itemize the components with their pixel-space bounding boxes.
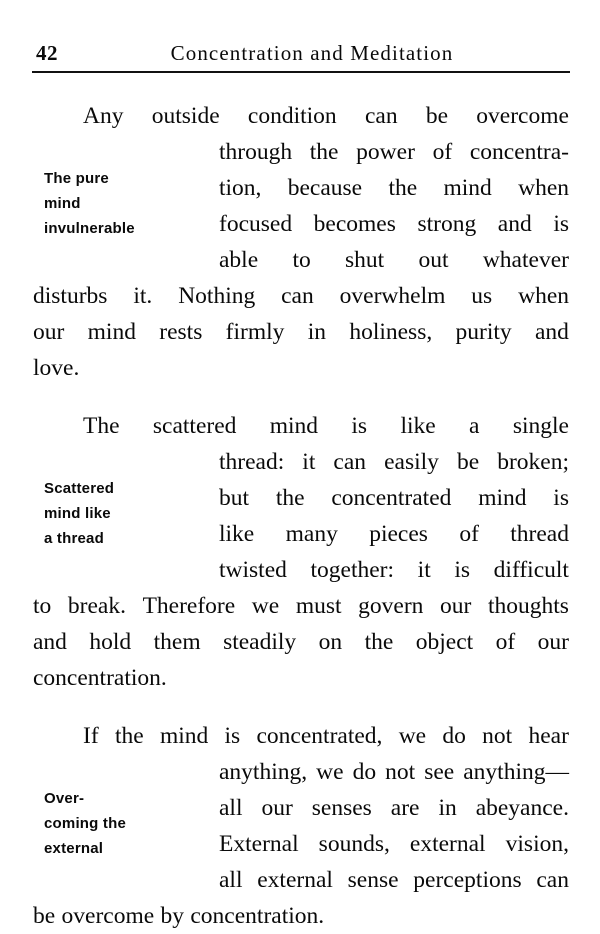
word: we	[316, 759, 344, 785]
running-header	[32, 40, 570, 72]
word: object	[415, 629, 474, 655]
word: by	[160, 903, 185, 929]
text-line	[33, 790, 569, 826]
text-line	[33, 480, 569, 516]
text-line	[33, 206, 569, 242]
word: tion,	[219, 175, 262, 201]
word: focused	[219, 211, 293, 237]
word: firmly	[225, 319, 285, 345]
word: of	[495, 629, 516, 655]
word: do	[442, 723, 466, 749]
word: of	[459, 521, 479, 547]
word: a	[469, 413, 480, 439]
word: us	[471, 283, 493, 309]
word: it.	[133, 283, 153, 309]
word: External	[219, 831, 299, 857]
word: and	[497, 211, 532, 237]
word: and	[534, 319, 569, 345]
word: is	[351, 413, 368, 439]
marginal-note-line: The pure	[44, 170, 109, 187]
word: mind	[87, 319, 136, 345]
word: we	[398, 723, 427, 749]
word: the	[275, 485, 305, 511]
word: thread:	[219, 449, 285, 475]
word: abeyance.	[475, 795, 569, 821]
word: overcome	[476, 103, 569, 129]
word: when	[518, 175, 569, 201]
word: concentration.	[33, 665, 167, 691]
word: out	[418, 247, 449, 273]
word: mind	[478, 485, 527, 511]
word: Therefore	[142, 593, 236, 619]
word: in	[307, 319, 326, 345]
word: break.	[67, 593, 126, 619]
word: and	[33, 629, 67, 655]
word: not	[482, 723, 513, 749]
word: rests	[159, 319, 203, 345]
text-line	[33, 408, 569, 444]
word: senses	[311, 795, 372, 821]
word: mind	[269, 413, 319, 439]
running-title: Concentration and Meditation	[170, 41, 454, 65]
word: power	[356, 139, 415, 165]
word: purity	[455, 319, 512, 345]
word: like	[219, 521, 255, 547]
word: not	[385, 759, 416, 785]
text-line	[33, 242, 569, 278]
text-line	[33, 754, 569, 790]
word: is	[454, 557, 471, 583]
text-line	[33, 552, 569, 588]
word: The	[83, 413, 120, 439]
word: disturbs	[33, 283, 108, 309]
word: is	[553, 211, 569, 237]
word: concentration.	[190, 903, 325, 929]
word: hear	[528, 723, 569, 749]
word: thoughts	[487, 593, 569, 619]
word: concentrated,	[256, 723, 383, 749]
text-line	[33, 862, 569, 898]
word: be	[456, 449, 480, 475]
text-line	[33, 444, 569, 480]
word: it	[302, 449, 316, 475]
word: overwhelm	[339, 283, 446, 309]
text-line	[33, 718, 569, 754]
text-line	[33, 170, 569, 206]
word: is	[553, 485, 569, 511]
word: because	[287, 175, 363, 201]
word: external	[409, 831, 486, 857]
page-number: 42	[36, 41, 58, 65]
word: must	[295, 593, 342, 619]
word: Any	[83, 103, 124, 129]
word: shut	[345, 247, 385, 273]
word: love.	[33, 355, 80, 381]
word: whatever	[482, 247, 569, 273]
word: of	[432, 139, 453, 165]
word: anything,	[219, 759, 308, 785]
word: sense	[347, 867, 399, 893]
word: difficult	[493, 557, 569, 583]
word: when	[518, 283, 569, 309]
word: mind	[159, 723, 209, 749]
word: all	[219, 795, 243, 821]
word: we	[251, 593, 280, 619]
word: are	[390, 795, 420, 821]
word: together:	[310, 557, 395, 583]
marginal-note-line: external	[44, 840, 104, 857]
word: our	[33, 319, 65, 345]
word: outside	[151, 103, 220, 129]
word: Nothing	[178, 283, 256, 309]
word: is	[224, 723, 241, 749]
word: holiness,	[349, 319, 433, 345]
word: strong	[417, 211, 477, 237]
word: can	[536, 867, 569, 893]
word: external	[257, 867, 333, 893]
word: mind	[443, 175, 492, 201]
text-line	[33, 278, 569, 314]
paragraph	[33, 718, 569, 934]
word: scattered	[152, 413, 237, 439]
marginal-note-line: invulnerable	[44, 220, 135, 237]
text-line	[33, 898, 569, 934]
word: be	[425, 103, 449, 129]
marginal-note-line: Scattered	[44, 480, 115, 497]
paragraph	[33, 408, 569, 696]
body-column	[33, 98, 569, 934]
word: hold	[89, 629, 132, 655]
text-line	[33, 826, 569, 862]
word: concentrated	[331, 485, 452, 511]
word: twisted	[219, 557, 287, 583]
word: them	[153, 629, 201, 655]
marginal-note-line: Over-	[44, 790, 85, 807]
word: many	[285, 521, 338, 547]
word: single	[512, 413, 569, 439]
word: the	[114, 723, 144, 749]
word: all	[219, 867, 243, 893]
word: condition	[247, 103, 337, 129]
word: vision,	[505, 831, 569, 857]
word: concentra-	[469, 139, 569, 165]
text-line	[33, 134, 569, 170]
word: see	[424, 759, 455, 785]
word: the	[309, 139, 339, 165]
word: through	[219, 139, 293, 165]
marginal-note-line: mind like	[44, 505, 111, 522]
word: to	[292, 247, 311, 273]
word: becomes	[313, 211, 396, 237]
word: perceptions	[413, 867, 522, 893]
marginal-note-line: mind	[44, 195, 81, 212]
word: the	[364, 629, 394, 655]
word: but	[219, 485, 250, 511]
word: anything—	[463, 759, 569, 785]
word: broken;	[497, 449, 569, 475]
paragraph	[33, 98, 569, 386]
word: our	[440, 593, 472, 619]
word: be	[33, 903, 56, 929]
text-line	[33, 516, 569, 552]
text-line	[33, 98, 569, 134]
word: overcome	[61, 903, 155, 929]
marginal-note-line: a thread	[44, 530, 104, 547]
text-line	[33, 350, 569, 386]
word: in	[438, 795, 457, 821]
text-line	[33, 314, 569, 350]
text-line	[33, 624, 569, 660]
text-line	[33, 660, 569, 696]
word: sounds,	[318, 831, 390, 857]
word: can	[364, 103, 398, 129]
word: able	[219, 247, 259, 273]
word: If	[83, 723, 99, 749]
word: thread	[510, 521, 569, 547]
word: like	[400, 413, 436, 439]
word: our	[261, 795, 293, 821]
header-rule	[32, 71, 570, 73]
word: can	[281, 283, 314, 309]
word: pieces	[369, 521, 428, 547]
marginal-note-line: coming the	[44, 815, 127, 832]
text-line	[33, 588, 569, 624]
word: the	[388, 175, 418, 201]
word: can	[333, 449, 367, 475]
word: steadily	[223, 629, 297, 655]
word: on	[318, 629, 343, 655]
word: do	[352, 759, 377, 785]
word: easily	[384, 449, 439, 475]
word: our	[537, 629, 569, 655]
word: govern	[358, 593, 424, 619]
word: it	[417, 557, 431, 583]
word: to	[33, 593, 52, 619]
